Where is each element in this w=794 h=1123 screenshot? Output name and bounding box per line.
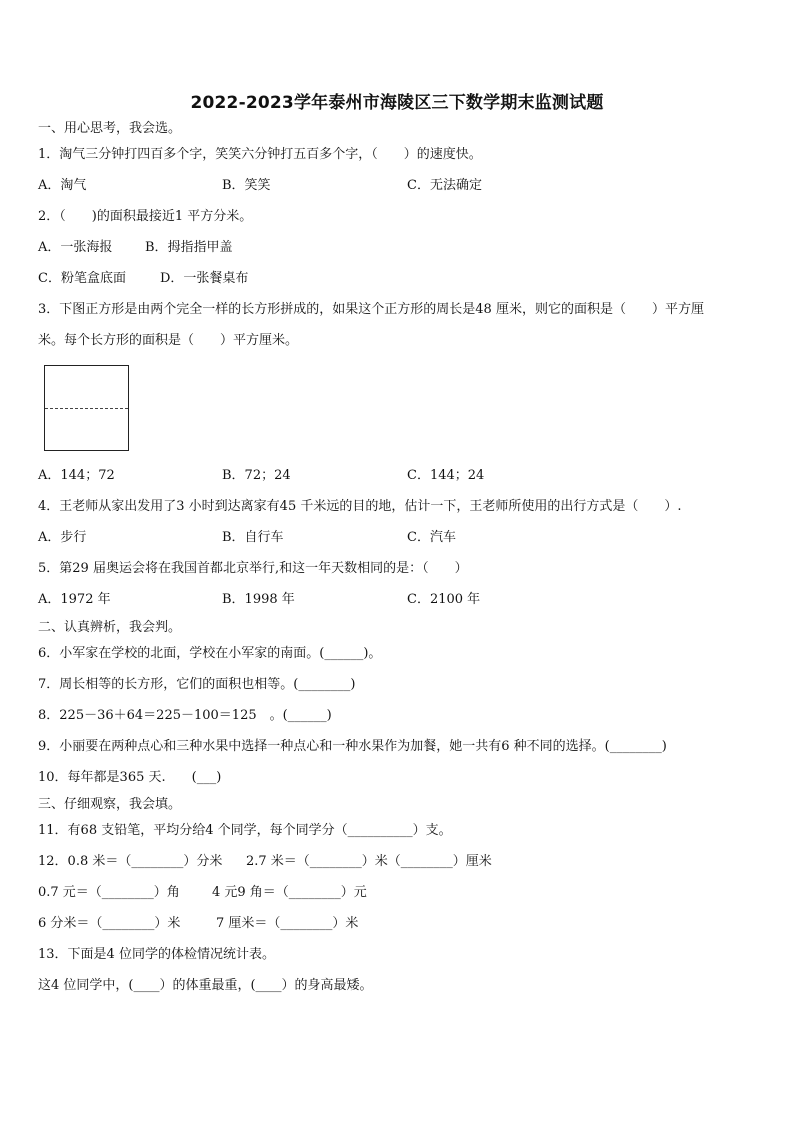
- question-6: 6．小军家在学校的北面，学校在小军家的南面。(______)。: [38, 646, 382, 661]
- q12-row1-b: 2.7 米＝（________）米（________）厘米: [246, 854, 492, 869]
- square-figure: [44, 365, 129, 451]
- question-13: 13．下面是4 位同学的体检情况统计表。: [38, 947, 275, 962]
- question-3-line-2: 米。每个长方形的面积是（ ）平方厘米。: [38, 333, 299, 348]
- section-3-heading: 三、仔细观察，我会填。: [38, 797, 182, 812]
- q5-option-b: B．1998 年: [222, 592, 295, 607]
- q1-option-a: A．淘气: [38, 178, 87, 193]
- q2-option-b: B．拇指指甲盖: [145, 240, 233, 255]
- q4-option-c: C．汽车: [407, 530, 456, 545]
- question-7: 7．周长相等的长方形，它们的面积也相等。(________): [38, 677, 356, 692]
- question-4: 4．王老师从家出发用了3 小时到达离家有45 千米远的目的地，估计一下，王老师所使用的出行方式是（ ）.: [38, 499, 682, 514]
- question-13-sub: 这4 位同学中，(____）的体重最重，(____）的身高最矮。: [38, 978, 373, 993]
- question-3-line-1: 3．下图正方形是由两个完全一样的长方形拼成的，如果这个正方形的周长是48 厘米，则它的面积是（ ）平方厘: [38, 302, 704, 317]
- q3-option-a: A．144；72: [38, 468, 115, 483]
- question-11: 11．有68 支铅笔，平均分给4 个同学，每个同学分（__________）支。: [38, 823, 452, 838]
- q12-row3-b: 7 厘米＝（________）米: [216, 916, 359, 931]
- q3-option-c: C．144；24: [407, 468, 485, 483]
- q2-option-a: A．一张海报: [38, 240, 113, 255]
- question-1: 1．淘气三分钟打四百多个字，笑笑六分钟打五百多个字，（ ）的速度快。: [38, 147, 482, 162]
- page-title: 2022-2023学年泰州市海陵区三下数学期末监测试题: [190, 93, 604, 113]
- q3-option-b: B．72；24: [222, 468, 291, 483]
- question-8: 8．225－36＋64＝225－100＝125 。(______): [38, 708, 332, 723]
- question-9: 9．小丽要在两种点心和三种水果中选择一种点心和一种水果作为加餐，她一共有6 种不同的选择。(________): [38, 739, 667, 754]
- section-2-heading: 二、认真辨析，我会判。: [38, 620, 182, 635]
- q12-row1-a: 12．0.8 米＝（________）分米: [38, 854, 223, 869]
- q12-row2-b: 4 元9 角＝（________）元: [212, 885, 367, 900]
- q4-option-b: B．自行车: [222, 530, 284, 545]
- question-2: 2．（ )的面积最接近1 平方分米。: [38, 209, 253, 224]
- q1-option-b: B．笑笑: [222, 178, 271, 193]
- dashed-divider: [45, 408, 128, 409]
- q5-option-c: C．2100 年: [407, 592, 481, 607]
- q1-option-c: C．无法确定: [407, 178, 482, 193]
- question-10: 10．每年都是365 天. (___): [38, 770, 222, 785]
- q4-option-a: A．步行: [38, 530, 87, 545]
- q12-row2-a: 0.7 元＝（________）角: [38, 885, 180, 900]
- q5-option-a: A．1972 年: [38, 592, 111, 607]
- section-1-heading: 一、用心思考，我会选。: [38, 121, 182, 136]
- q2-option-d: D．一张餐桌布: [160, 271, 249, 286]
- q2-option-c: C．粉笔盒底面: [38, 271, 126, 286]
- question-5: 5．第29 届奥运会将在我国首都北京举行,和这一年天数相同的是：（ ）: [38, 561, 468, 576]
- q12-row3-a: 6 分米＝（________）米: [38, 916, 181, 931]
